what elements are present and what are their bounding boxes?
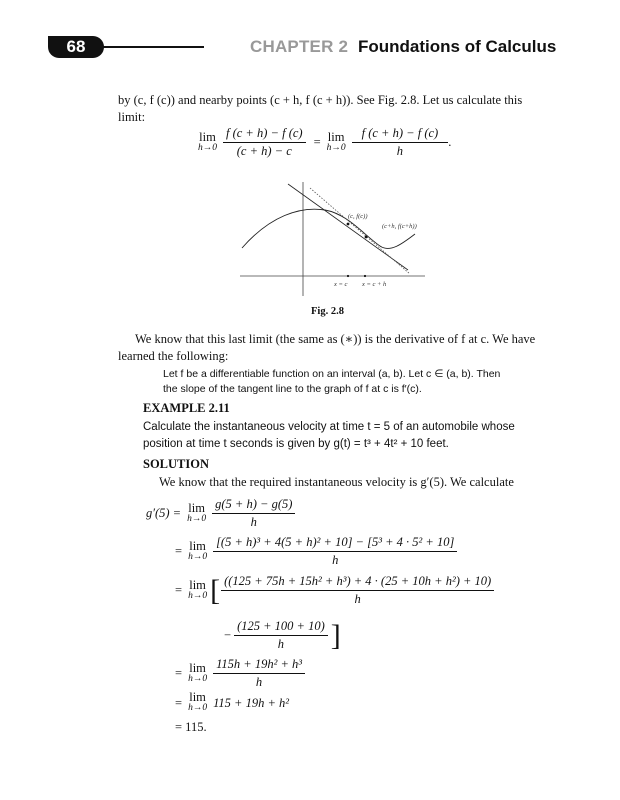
fact-line-2: the slope of the tangent line to the graph of f at c is f′(c). — [163, 383, 422, 395]
example-line-1: Calculate the instantaneous velocity at time t = 5 of an automobile whose — [143, 421, 515, 433]
intro-line-2: limit: — [118, 110, 146, 124]
point-c-plus-h — [365, 236, 368, 239]
figure-2-8 — [230, 178, 430, 300]
intro-line-1: by (c, f (c)) and nearby points (c + h, f (c + h)). See Fig. 2.8. Let us calculate this — [118, 93, 523, 107]
fraction-2: $\frac{f (c + h) - f (c)}{h}$ — [352, 126, 449, 159]
example-heading: EXAMPLE 2.11 — [143, 401, 230, 415]
figure-caption: Fig. 2.8 — [311, 306, 344, 317]
derivation-step-4: = lim h→0 $\frac{\text{115h + 19h² + h³}}{h}$ — [175, 657, 305, 690]
fraction-1: $\frac{f (c + h) - f (c)}{(c + h) - c}$ — [223, 126, 306, 159]
label-point-c: (c, f(c)) — [348, 213, 368, 220]
secant-line — [310, 188, 410, 274]
tick-c-plus-h — [364, 275, 366, 277]
solution-line-1: We know that the required instantaneous velocity is g′(5). We calculate — [159, 475, 514, 489]
derivation-step-3: = lim h→0 [ $\frac{\text{((125 + 75h + 15h² + h³) + 4 · (25 + 10h + h²) + 10)}}{h}$ — [175, 574, 494, 607]
derivation-result: = 115. — [175, 720, 207, 734]
point-c — [347, 223, 350, 226]
para2-line-1: We know that this last limit (the same as (∗)) is the derivative of f at c. We have — [135, 332, 536, 346]
label-point-c-plus-h: (c+h, f(c+h)) — [382, 223, 417, 230]
fact-line-1: Let f be a differentiable function on an interval (a, b). Let c ∈ (a, b). Then — [163, 368, 501, 380]
derivation-step-1: g′(5) = lim h→0 $\frac{g(5 + h) - g(5)}{h}$ — [146, 497, 295, 530]
para2-line-2: learned the following: — [118, 349, 229, 363]
derivation-step-2: = lim h→0 $\frac{\text{[(5 + h)³ + 4(5 + h)² + 10] − [5³ + 4 · 5² + 10]}}{h}$ — [175, 535, 457, 568]
chapter-title: Foundations of Calculus — [358, 37, 557, 56]
limit-equation: lim h→0 $\frac{f (c + h) - f (c)}{(c + h) - c}$ = lim h→0 $\frac{f (c + h) - f (c)}{h}$ . — [198, 126, 452, 158]
solution-heading: SOLUTION — [143, 457, 209, 471]
example-line-2: position at time t seconds is given by g(t) = t³ + 4t² + 10 feet. — [143, 438, 449, 450]
lim-2: lim h→0 — [326, 129, 346, 153]
tick-c — [347, 275, 349, 277]
label-x-c: x = c — [334, 281, 348, 288]
chapter-label: CHAPTER 2 — [250, 37, 349, 56]
header-rule — [100, 46, 204, 48]
lim-1: lim h→0 — [198, 129, 217, 153]
label-x-c-plus-h: x = c + h — [362, 281, 387, 288]
page-number: 68 — [48, 36, 104, 58]
derivation-step-3b: − $\frac{(125 + 100 + 10)}{h}$ ] — [224, 618, 341, 652]
derivation-step-5: = lim h→0 115 + 19h + h² — [175, 690, 290, 713]
